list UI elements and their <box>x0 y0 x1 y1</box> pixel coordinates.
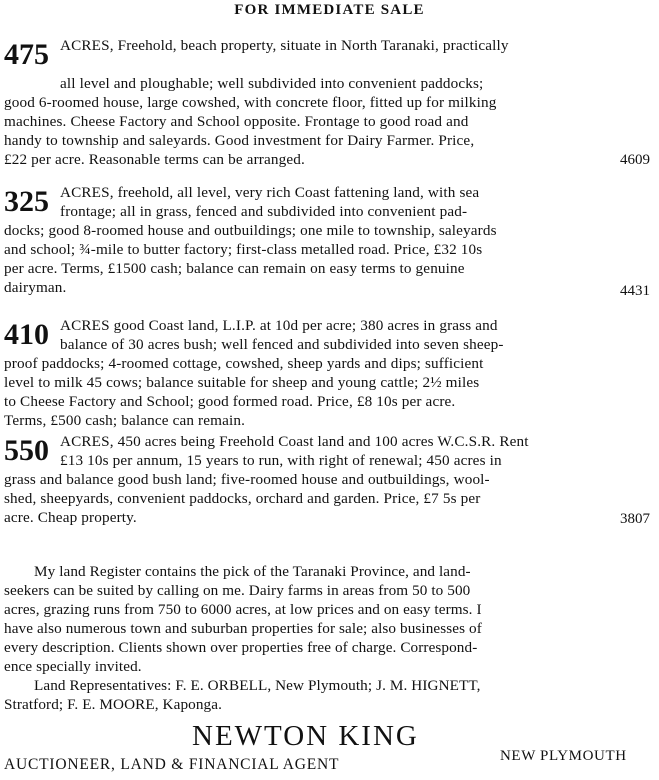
ad-heading: FOR IMMEDIATE SALE <box>234 2 425 18</box>
acreage-number: 550 <box>4 434 49 467</box>
listing-line: machines. Cheese Factory and School opposite. Frontage to good road and <box>4 113 469 130</box>
listing-325 <box>4 183 654 297</box>
listing-line: all level and ploughable; well subdivided into convenient paddocks; <box>60 75 484 92</box>
listing-line: ACRES, freehold, all level, very rich Coast fattening land, with sea <box>60 184 480 201</box>
listing-line: ACRES good Coast land, L.I.P. at 10d per acre; 380 acres in grass and <box>60 317 498 334</box>
listing-line: shed, sheepyards, convenient paddocks, orchard and garden. Price, £7 5s per <box>4 490 481 507</box>
acreage-number: 325 <box>4 185 49 218</box>
listing-475 <box>4 36 654 169</box>
listing-line: £13 10s per annum, 15 years to run, with right of renewal; 450 acres in <box>60 452 502 469</box>
listing-line: frontage; all in grass, fenced and subdivided into convenient pad- <box>60 203 468 220</box>
acreage-number: 410 <box>4 318 49 351</box>
listing-line: £22 per acre. Reasonable terms can be arranged. <box>4 151 305 168</box>
listing-line: ACRES, 450 acres being Freehold Coast land and 100 acres W.C.S.R. Rent <box>60 433 529 450</box>
paragraph-line: have also numerous town and suburban properties for sale; also businesses of <box>4 620 482 637</box>
listing-line: grass and balance good bush land; five-roomed house and outbuildings, wool- <box>4 471 490 488</box>
paragraph-line: Stratford; F. E. MOORE, Kaponga. <box>4 696 222 713</box>
listing-line: balance of 30 acres bush; well fenced and subdivided into seven sheep- <box>60 336 504 353</box>
listing-line: proof paddocks; 4-roomed cottage, cowshed, sheep yards and dips; sufficient <box>4 355 484 372</box>
paragraph-line: My land Register contains the pick of the Taranaki Province, and land- <box>34 563 471 580</box>
listing-line: and school; ¾-mile to butter factory; first-class metalled road. Price, £32 10s <box>4 241 483 258</box>
listing-line: ACRES, Freehold, beach property, situate in North Taranaki, practically <box>60 37 509 54</box>
listing-line: acre. Cheap property. <box>4 509 137 526</box>
listing-line: level to milk 45 cows; balance suitable for sheep and young cattle; 2½ miles <box>4 374 480 391</box>
paragraph-line: Land Representatives: F. E. ORBELL, New Plymouth; J. M. HIGNETT, <box>34 677 481 694</box>
paragraph-line: acres, grazing runs from 750 to 6000 acres, at low prices and on easy terms. I <box>4 601 482 618</box>
listing-410 <box>4 316 654 430</box>
listing-reference: 3807 <box>620 511 650 527</box>
agent-town: NEW PLYMOUTH <box>500 748 627 764</box>
listing-line: Terms, £500 cash; balance can remain. <box>4 412 246 429</box>
agency-description <box>4 562 654 714</box>
paragraph-line: every description. Clients shown over properties free of charge. Correspond- <box>4 639 478 656</box>
listing-reference: 4431 <box>620 283 650 299</box>
listing-line: docks; good 8-roomed house and outbuildings; one mile to township, saleyards <box>4 222 497 239</box>
paragraph-line: seekers can be suited by calling on me. Dairy farms in areas from 50 to 500 <box>4 582 471 599</box>
listing-line: per acre. Terms, £1500 cash; balance can remain on easy terms to genuine <box>4 260 465 277</box>
acreage-number: 475 <box>4 38 49 71</box>
paragraph-line: ence specially invited. <box>4 658 142 675</box>
listing-line: to Cheese Factory and School; good formed road. Price, £8 10s per acre. <box>4 393 456 410</box>
listing-line: handy to township and saleyards. Good investment for Dairy Farmer. Price, <box>4 132 475 149</box>
agent-title: AUCTIONEER, LAND & FINANCIAL AGENT <box>4 756 340 773</box>
listing-line: good 6-roomed house, large cowshed, with concrete floor, fitted up for milking <box>4 94 497 111</box>
listing-550 <box>4 432 654 527</box>
listing-line: dairyman. <box>4 279 67 296</box>
agent-name: NEWTON KING <box>192 720 419 752</box>
listing-reference: 4609 <box>620 152 650 168</box>
